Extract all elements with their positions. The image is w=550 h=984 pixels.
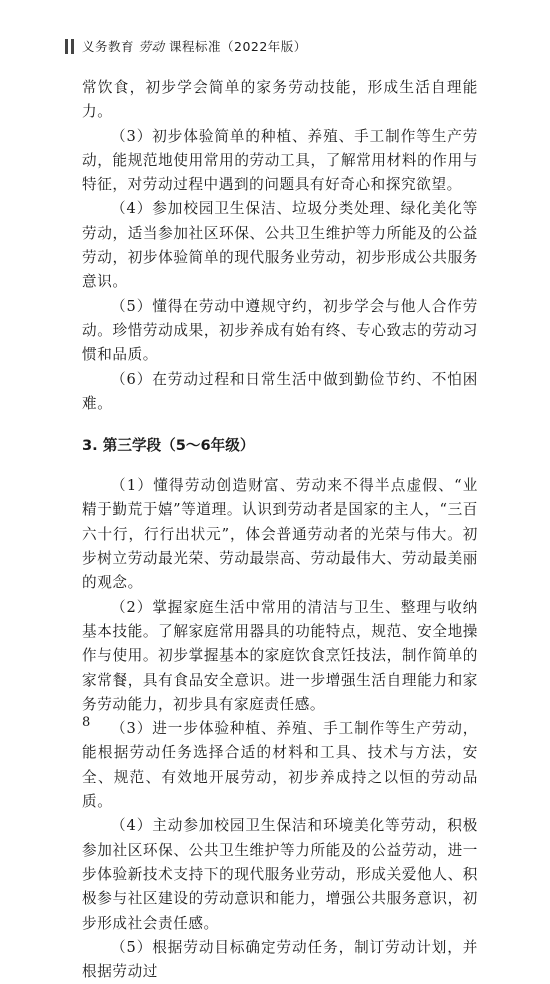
paragraph: （1）懂得劳动创造财富、劳动来不得半点虚假、“业精于勤荒于嬉”等道理。认识到劳动者是国家的主人，“三百六十行，行行出状元”，体会普通劳动者的光荣与伟大。初步树立劳动最光荣、劳动最崇高、劳动最伟大、劳动最美丽的观念。 <box>82 477 478 592</box>
paragraph: （5）懂得在劳动中遵规守约，初步学会与他人合作劳动。珍惜劳动成果，初步养成有始有终、专心致志的劳动习惯和品质。 <box>82 297 478 364</box>
paragraph: （2）掌握家庭生活中常用的清洁与卫生、整理与收纳基本技能。了解家庭常用器具的功能特点，规范、安全地操作与使用。初步掌握基本的家庭饮食烹饪技法，制作简单的家常餐，具有食品安全意识。进一步增强生活自理能力和家务劳动能力，初步具有家庭责任感。 <box>82 598 478 713</box>
page-body <box>82 76 478 984</box>
paragraph: （5）根据劳动目标确定劳动任务，制订劳动计划，并根据劳动过 <box>82 938 478 981</box>
paragraph: （3）进一步体验种植、养殖、手工制作等生产劳动，能根据劳动任务选择合适的材料和工具、技术与方法，安全、规范、有效地开展劳动，初步养成持之以恒的劳动品质。 <box>82 720 478 811</box>
paragraph: （6）在劳动过程和日常生活中做到勤俭节约、不怕困难。 <box>82 370 478 412</box>
header-title-part3: 课程标准（2022年版） <box>169 39 307 54</box>
paragraph: （4）主动参加校园卫生保洁和环境美化等劳动，积极参加社区环保、公共卫生维护等力所能及的公益劳动，进一步体验新技术支持下的现代服务业劳动，形成关爱他人、积极参与社区建设的劳动意识和能力，增强公共服务意识，初步形成社会责任感。 <box>82 817 478 932</box>
paragraph: 常饮食，初步学会简单的家务劳动技能，形成生活自理能力。 <box>82 79 478 121</box>
paragraph: （3）初步体验简单的种植、养殖、手工制作等生产劳动，能规范地使用常用的劳动工具，了解常用材料的作用与特征，对劳动过程中遇到的问题具有好奇心和探究欲望。 <box>82 127 478 194</box>
header-title-part1: 义务教育 <box>82 39 135 54</box>
header-bars-decoration <box>65 39 74 54</box>
header-title <box>82 37 307 55</box>
paragraph: （4）参加校园卫生保洁、垃圾分类处理、绿化美化等劳动，适当参加社区环保、公共卫生维护等力所能及的公益劳动，初步体验简单的现代服务业劳动，初步形成公共服务意识。 <box>82 200 478 291</box>
header-title-part2: 劳动 <box>138 39 165 54</box>
section-heading: 3. 第三学段（5～6年级） <box>82 437 255 455</box>
page-number: 8 <box>82 715 91 730</box>
running-header <box>65 36 530 56</box>
